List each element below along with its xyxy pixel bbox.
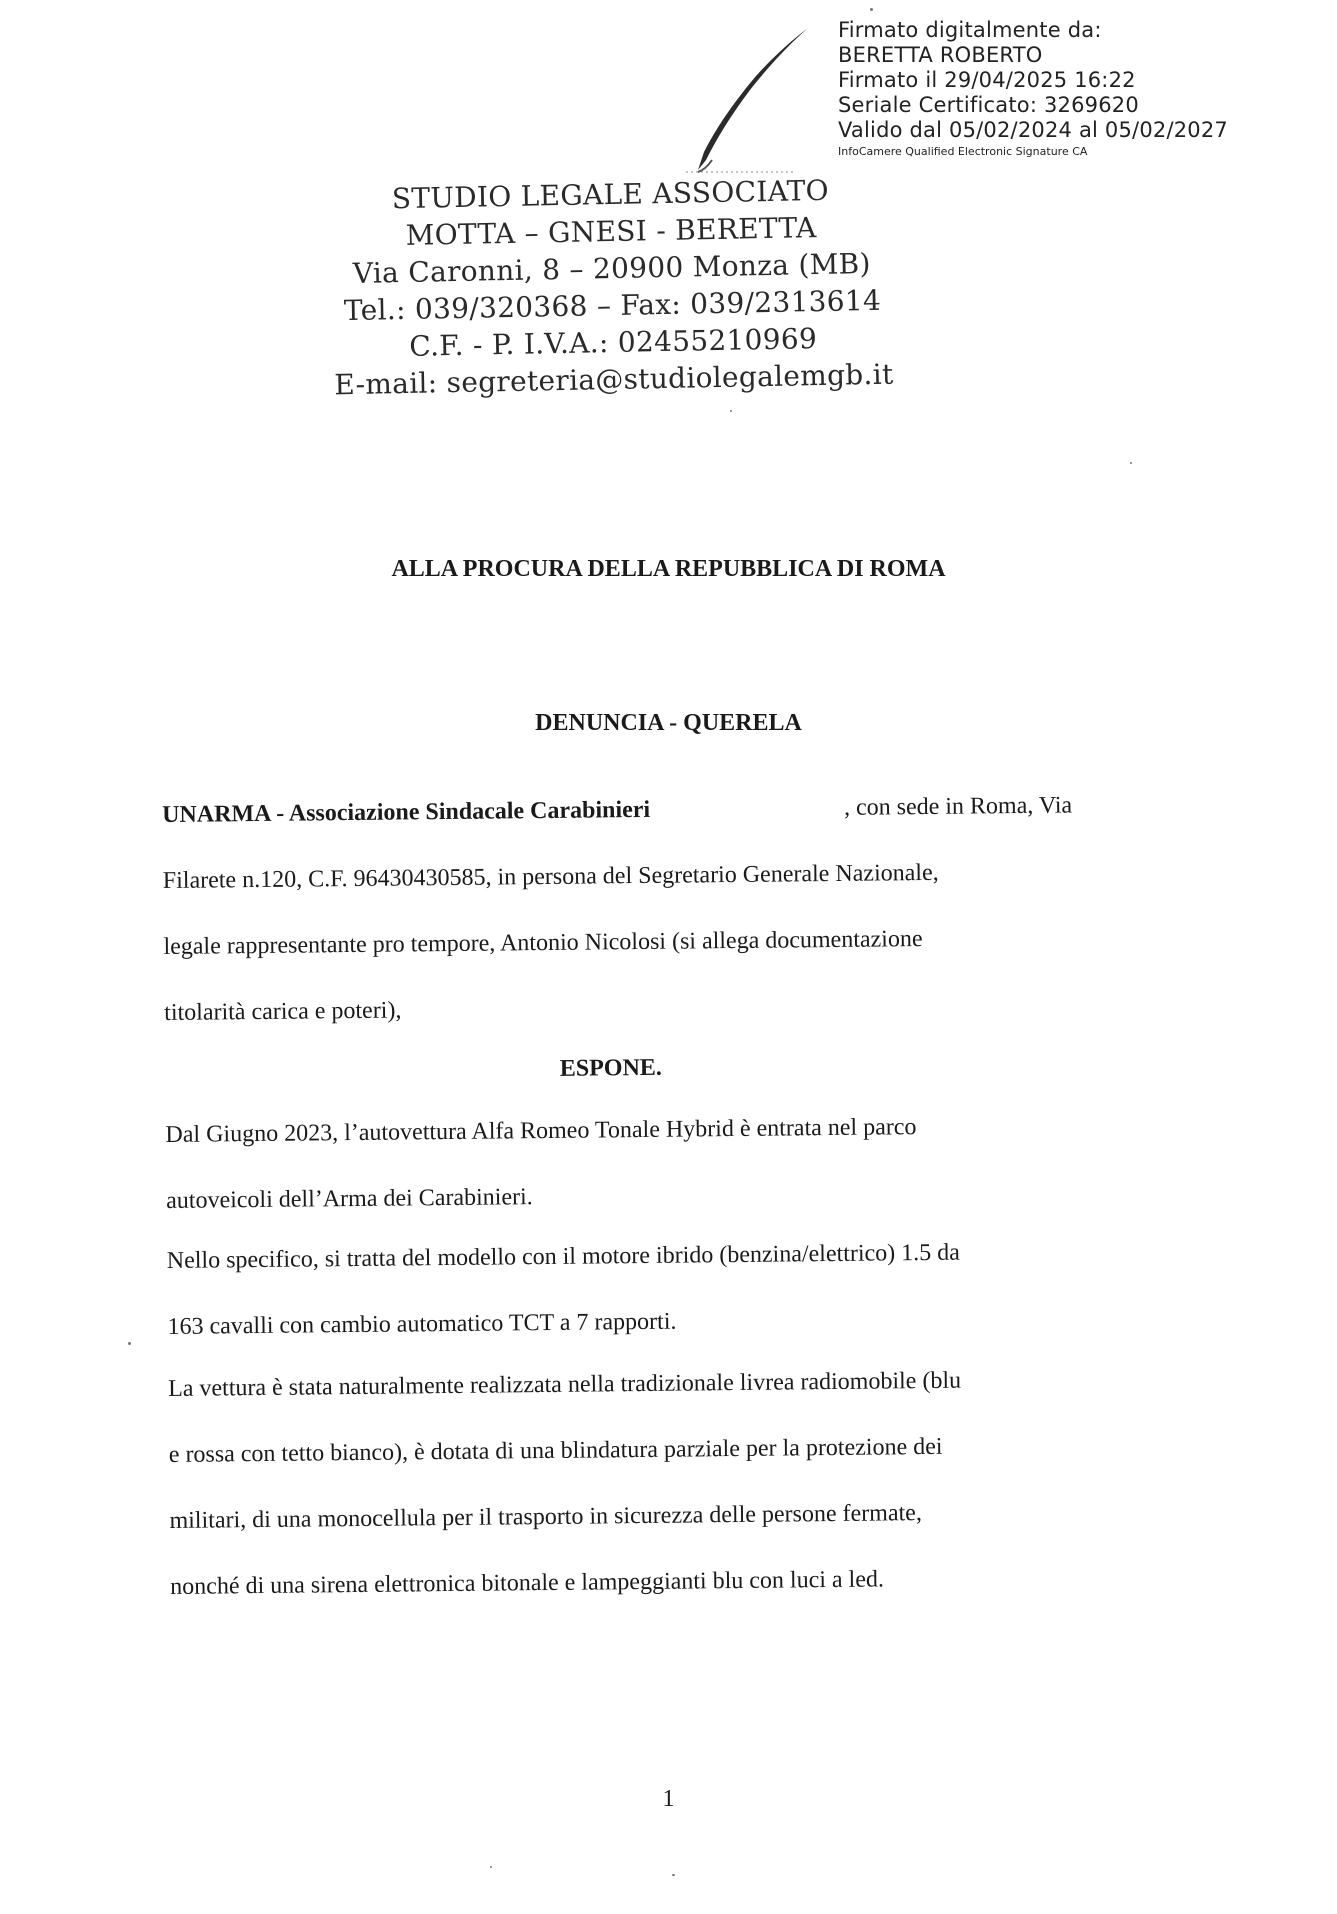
scan-speck bbox=[490, 1866, 492, 1868]
letterhead-phone: Tel.: 039/320368 – Fax: 039/2313614 bbox=[343, 283, 882, 328]
party-name: UNARMA - Associazione Sindacale Carabinieri bbox=[162, 796, 651, 828]
paragraph-2-line-1: Nello specifico, si tratta del modello con il motore ibrido (benzina/elettrico) 1.5 da bbox=[166, 1239, 960, 1274]
digital-signature-block bbox=[838, 18, 1228, 161]
signature-date: Firmato il 29/04/2025 16:22 bbox=[838, 68, 1136, 92]
section-heading: ESPONE. bbox=[559, 1054, 662, 1082]
letterhead-partners: MOTTA – GNESI - BERETTA bbox=[405, 211, 817, 252]
scan-speck bbox=[672, 1874, 675, 1876]
paragraph-1-line-1: Dal Giugno 2023, l’autovettura Alfa Romeo Tonale Hybrid è entrata nel parco bbox=[165, 1114, 917, 1148]
scan-speck bbox=[128, 1342, 131, 1345]
party-line-1-rest: , con sede in Roma, Via bbox=[843, 792, 1073, 821]
paragraph-3-line-2: e rossa con tetto bianco), è dotata di una blindatura parziale per la protezione dei bbox=[168, 1433, 943, 1468]
party-line-2: Filarete n.120, C.F. 96430430585, in persona del Segretario Generale Nazionale, bbox=[162, 859, 939, 894]
signature-validity: Valido dal 05/02/2024 al 05/02/2027 bbox=[838, 118, 1228, 142]
page-number: 1 bbox=[662, 1786, 675, 1812]
signature-serial: Seriale Certificato: 3269620 bbox=[838, 93, 1139, 117]
signature-label: Firmato digitalmente da: bbox=[838, 18, 1102, 42]
letterhead-firm: STUDIO LEGALE ASSOCIATO bbox=[391, 173, 830, 216]
letterhead-tax-id: C.F. - P. I.V.A.: 02455210969 bbox=[408, 322, 818, 363]
paragraph-2-line-2: 163 cavalli con cambio automatico TCT a 7 rapporti. bbox=[167, 1308, 677, 1340]
scan-speck bbox=[870, 8, 873, 11]
letterhead-email: E-mail: segreteria@studiolegalemgb.it bbox=[334, 357, 894, 402]
party-line-3: legale rappresentante pro tempore, Antonio Nicolosi (si allega documentazione bbox=[163, 926, 923, 960]
letterhead bbox=[320, 170, 904, 403]
document-title: DENUNCIA - QUERELA bbox=[535, 710, 802, 736]
body-text bbox=[162, 792, 1092, 1600]
paragraph-3-line-1: La vettura è stata naturalmente realizzata nella tradizionale livrea radiomobile (blu bbox=[168, 1367, 962, 1402]
party-line-4: titolarità carica e poteri), bbox=[164, 997, 402, 1026]
signature-signer: BERETTA ROBERTO bbox=[838, 43, 1043, 67]
recipient-heading: ALLA PROCURA DELLA REPUBBLICA DI ROMA bbox=[391, 556, 946, 582]
pen-icon bbox=[676, 20, 816, 180]
party-line-1 bbox=[162, 792, 1072, 829]
scan-speck bbox=[1130, 462, 1132, 464]
paragraph-3-line-3: militari, di una monocellula per il trasporto in sicurezza delle persone fermate, bbox=[169, 1500, 923, 1534]
letterhead-address: Via Caronni, 8 – 20900 Monza (MB) bbox=[352, 247, 872, 290]
scan-speck bbox=[730, 410, 732, 412]
paragraph-1-line-2: autoveicoli dell’Arma dei Carabinieri. bbox=[166, 1184, 533, 1214]
paragraph-3-line-4: nonché di una sirena elettronica bitonale e lampeggianti blu con luci a led. bbox=[170, 1566, 885, 1600]
signature-ca: InfoCamere Qualified Electronic Signature CA bbox=[838, 145, 1088, 158]
